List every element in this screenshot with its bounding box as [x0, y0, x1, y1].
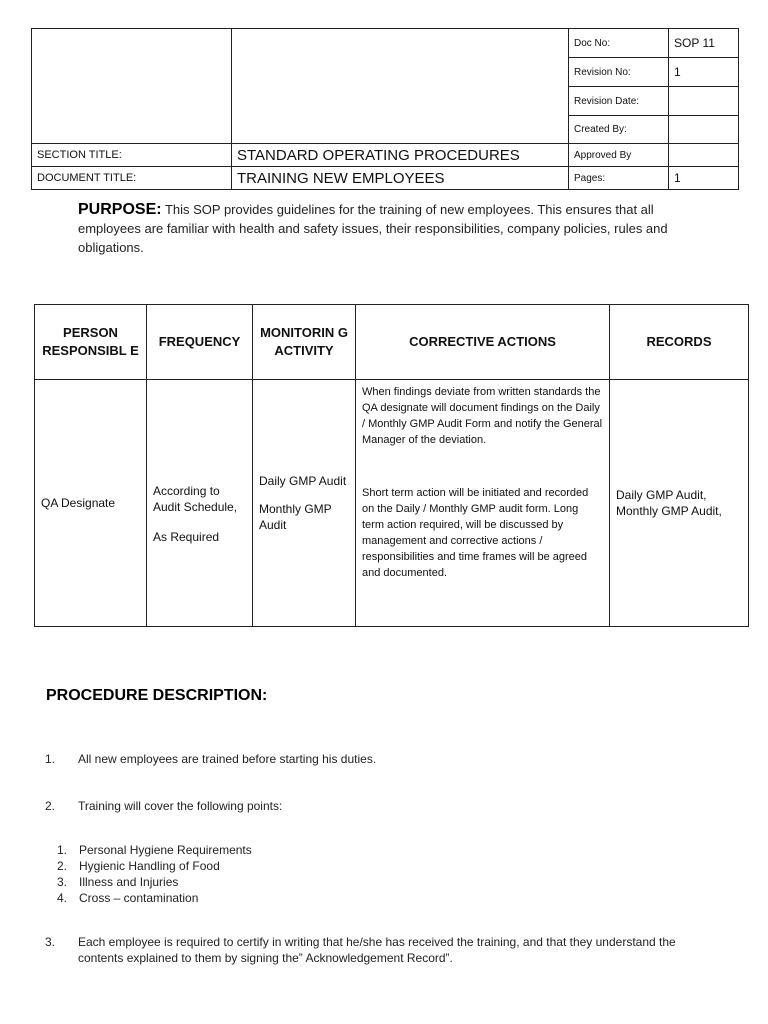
header-frequency: FREQUENCY [147, 305, 253, 380]
list-item-number: 3. [57, 875, 68, 889]
table-row [35, 380, 749, 627]
list-item-text: Personal Hygiene Requirements [79, 843, 252, 857]
procedure-title: PROCEDURE DESCRIPTION: [46, 687, 268, 704]
monitoring-line: Daily GMP Audit [259, 474, 347, 488]
revision-no-label: Revision No: [569, 58, 669, 87]
corrective-paragraph: Short term action will be initiated and recorded on the Daily / Monthly GMP audit form. Long term action required, will be discussed by management and corrective actions / responsibilities and time frames will be agreed and documented. [362, 487, 589, 579]
records-cell: Daily GMP Audit, Monthly GMP Audit, [610, 380, 749, 627]
list-item-number: 4. [57, 891, 68, 905]
header-corrective-actions: CORRECTIVE ACTIONS [356, 305, 610, 380]
procedure-item-number: 2. [45, 799, 56, 813]
header-person-responsible: PERSON RESPONSIBL E [35, 305, 147, 380]
frequency-line: According to Audit Schedule, [153, 484, 238, 514]
purpose-heading: PURPOSE: [78, 201, 162, 218]
revision-date-label: Revision Date: [569, 87, 669, 116]
responsibility-table [34, 304, 749, 627]
corrective-paragraph: When findings deviate from written standards the QA designate will document findings on the Daily / Monthly GMP Audit Form and notify the General Manager of the deviation. [362, 386, 603, 446]
list-item-number: 2. [57, 859, 68, 873]
monitoring-cell [253, 380, 356, 627]
created-by-value [669, 116, 739, 144]
section-title-value: STANDARD OPERATING PROCEDURES [232, 144, 569, 167]
header-blank-cell [232, 29, 569, 144]
list-item-number: 1. [57, 843, 68, 857]
corrective-cell [356, 380, 610, 627]
list-item-text: Illness and Injuries [79, 875, 179, 889]
revision-date-value [669, 87, 739, 116]
list-item-text: Hygienic Handling of Food [79, 859, 220, 873]
procedure-item-text: Each employee is required to certify in writing that he/she has received the training, and that they understand the contents explained to them by signing the” Acknowledgement Record”. [78, 935, 676, 965]
approved-by-value [669, 144, 739, 167]
frequency-cell [147, 380, 253, 627]
person-cell: QA Designate [35, 380, 147, 627]
header-monitoring-activity: MONITORIN G ACTIVITY [253, 305, 356, 380]
purpose-text: This SOP provides guidelines for the training of new employees. This ensures that all employees are familiar with health and safety issues, their responsibilities, company policies, rules and obligations. [78, 202, 668, 255]
document-header-table [31, 28, 739, 190]
procedure-item-text: Training will cover the following points: [78, 799, 283, 813]
pages-value: 1 [669, 167, 739, 190]
doc-no-label: Doc No: [569, 29, 669, 58]
document-title-label: DOCUMENT TITLE: [32, 167, 232, 190]
pages-label: Pages: [569, 167, 669, 190]
procedure-item-number: 3. [45, 935, 56, 949]
created-by-label: Created By: [569, 116, 669, 144]
monitoring-line: Monthly GMP Audit [259, 502, 332, 532]
table-header-row [35, 305, 749, 380]
header-records: RECORDS [610, 305, 749, 380]
logo-cell [32, 29, 232, 144]
purpose-paragraph [78, 200, 718, 257]
document-title-value: TRAINING NEW EMPLOYEES [232, 167, 569, 190]
procedure-item-text: All new employees are trained before starting his duties. [78, 752, 377, 766]
doc-no-value: SOP 11 [669, 29, 739, 58]
procedure-item-number: 1. [45, 752, 56, 766]
approved-by-label: Approved By [569, 144, 669, 167]
revision-no-value: 1 [669, 58, 739, 87]
section-title-label: SECTION TITLE: [32, 144, 232, 167]
frequency-line: As Required [153, 530, 220, 544]
list-item-text: Cross – contamination [79, 891, 199, 905]
